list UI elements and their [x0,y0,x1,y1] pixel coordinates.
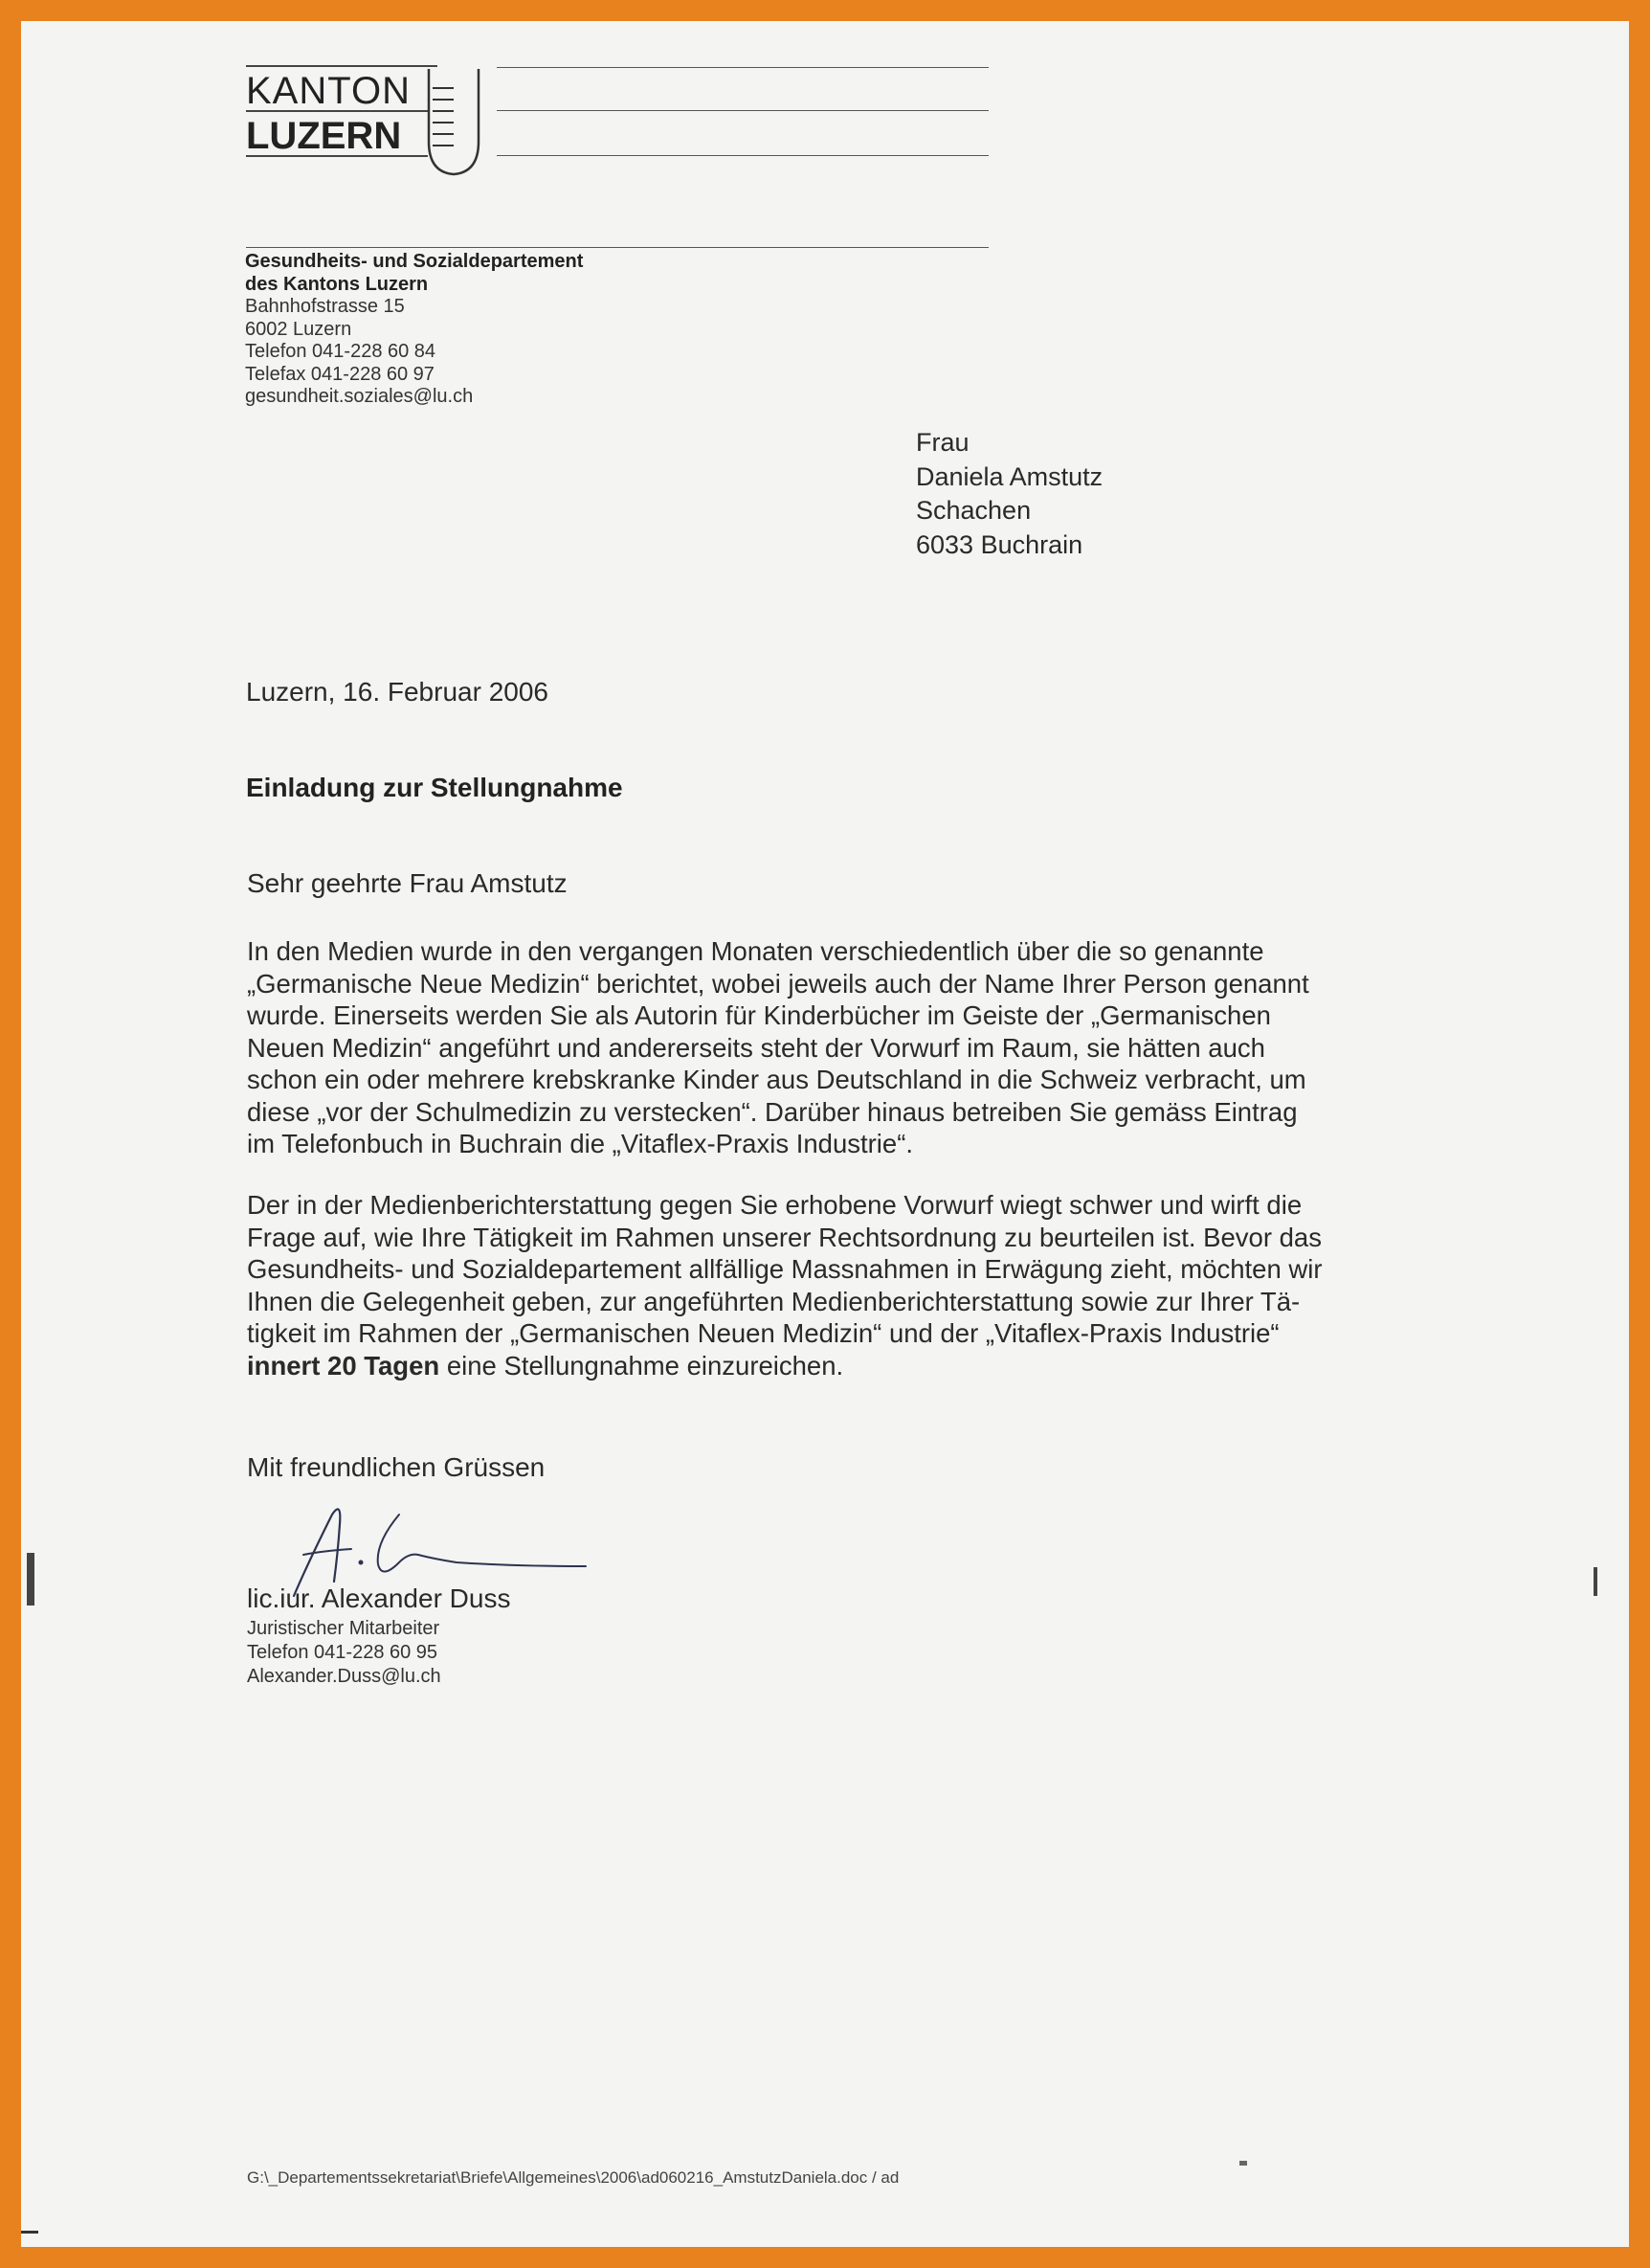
sender-fax: Telefax 041-228 60 97 [245,363,435,385]
signer-position: Juristischer Mitarbeiter [247,1618,440,1639]
signer-email: Alexander.Duss@lu.ch [247,1666,441,1687]
sender-department-line1: Gesundheits- und Sozialdepartement [245,251,584,272]
logo-luzern-text: LUZERN [246,115,402,157]
sender-email: gesundheit.soziales@lu.ch [245,386,474,407]
paragraph-line: Der in der Medienberichterstattung gegen Sie erhobene Vorwurf wiegt schwer und wirft die [247,1190,1303,1220]
paragraph-line: diese „vor der Schulmedizin zu verstecken“. Darüber hinaus betreiben Sie gemäss Eintrag [247,1096,1298,1127]
header-rule-1 [497,67,989,68]
recipient-address [916,426,1103,562]
letter-page [21,21,1629,2247]
recipient-city: 6033 Buchrain [916,529,1083,559]
sender-department-line2: des Kantons Luzern [245,273,429,295]
signer-name: lic.iur. Alexander Duss [247,1583,511,1613]
header-rule-2 [497,110,989,111]
letter-subject: Einladung zur Stellungnahme [246,773,623,802]
paragraph-line: Ihnen die Gelegenheit geben, zur angeführten Medienberichterstattung sowie zur Ihrer Tä- [247,1286,1301,1316]
body-paragraph-1 [247,935,1491,1160]
paragraph-line: In den Medien wurde in den vergangen Monaten verschiedentlich über die so genannte [247,936,1264,966]
paragraph-line: „Germanische Neue Medizin“ berichtet, wobei jeweils auch der Name Ihrer Person genannt [247,968,1309,999]
letter-date: Luzern, 16. Februar 2006 [246,677,548,707]
recipient-name: Daniela Amstutz [916,461,1104,491]
paragraph-line: Neuen Medizin“ angeführt und andererseits steht der Vorwurf im Raum, sie hätten auch [247,1032,1265,1063]
logo-middle-rule [246,110,428,112]
logo-top-rule [246,65,437,67]
logo-bottom-rule [246,155,428,157]
sender-street: Bahnhofstrasse 15 [245,296,405,317]
paragraph-line: schon ein oder mehrere krebskranke Kinder aus Deutschland in die Schweiz verbracht, um [247,1065,1306,1094]
footer-file-path: G:\_Departementssekretariat\Briefe\Allgemeines\2006\ad060216_AmstutzDaniela.doc / ad [247,2168,900,2187]
deadline-rest: eine Stellungnahme einzureichen. [439,1350,844,1381]
recipient-title: Frau [916,428,970,457]
sender-top-rule [246,247,989,248]
header-rule-3 [497,155,989,156]
recipient-street: Schachen [916,496,1032,525]
left-punch-mark [27,1553,34,1606]
signer-details [247,1617,441,1689]
footer-dot-mark [1239,2161,1247,2166]
sender-address [245,251,583,409]
paragraph-line: tigkeit im Rahmen der „Germanischen Neuen Medizin“ und der „Vitaflex-Praxis Industrie“ [247,1318,1280,1348]
logo-kanton-text: KANTON [246,70,411,112]
paragraph-line-deadline [247,1350,1491,1382]
letter-closing: Mit freundlichen Grüssen [247,1452,546,1482]
body-paragraph-2 [247,1189,1491,1381]
sender-phone: Telefon 041-228 60 84 [245,341,436,362]
right-punch-mark [1594,1567,1597,1596]
deadline-bold: innert 20 Tagen [247,1350,440,1381]
letter-salutation: Sehr geehrte Frau Amstutz [247,868,568,898]
bottom-left-mark [21,2231,38,2234]
sender-city: 6002 Luzern [245,318,352,340]
paragraph-line: wurde. Einerseits werden Sie als Autorin für Kinderbücher im Geiste der „Germanischen [247,1000,1271,1030]
paragraph-line: im Telefonbuch in Buchrain die „Vitaflex-Praxis Industrie“. [247,1129,913,1158]
paragraph-line: Gesundheits- und Sozialdepartement allfällige Massnahmen in Erwägung zieht, möchten wir [247,1254,1323,1284]
paragraph-line: Frage auf, wie Ihre Tätigkeit im Rahmen unserer Rechtsordnung zu beurteilen ist. Bevor das [247,1222,1322,1252]
canton-shield-icon [425,67,482,178]
signer-phone: Telefon 041-228 60 95 [247,1642,438,1663]
